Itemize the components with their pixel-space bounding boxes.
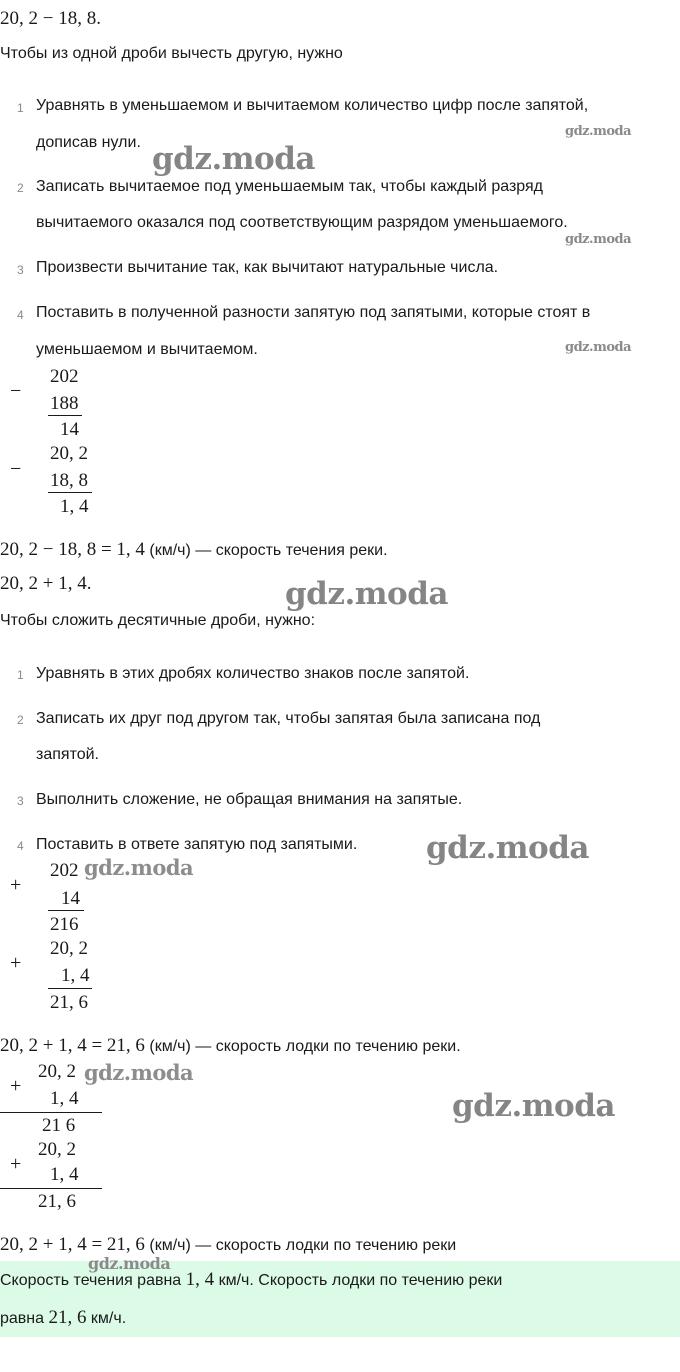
minuend: 202 (50, 366, 79, 387)
step-number: 1 (17, 668, 24, 682)
minus-sign: − (10, 458, 22, 480)
answer-line-2 (0, 1307, 126, 1329)
step-number: 2 (17, 181, 24, 195)
result-expression: 20, 2 + 1, 4 = 21, 6 (0, 1035, 145, 1056)
result-caption: (км/ч) — скорость лодки по течению реки (149, 1237, 457, 1254)
underline (48, 910, 84, 911)
subtrahend: 188 (50, 393, 79, 414)
step-number: 4 (17, 308, 24, 322)
sum: 21 6 (42, 1115, 76, 1136)
sum: 21, 6 (50, 992, 88, 1013)
step-text: уменьшаемом и вычитаемом. (36, 341, 258, 358)
step-text: Поставить в полученной разности запятую под запятыми, которые стоят в (36, 304, 591, 321)
difference: 1, 4 (60, 496, 89, 517)
watermark: gdz.moda (426, 830, 589, 866)
expression-subtraction: 20, 2 − 18, 8. (0, 8, 101, 29)
watermark: gdz.moda (565, 232, 632, 247)
addend-bottom: 1, 4 (50, 1164, 79, 1185)
addend-top: 202 (50, 860, 79, 881)
minus-sign: − (10, 380, 22, 402)
answer-text: км/ч. Скорость лодки по течению реки (214, 1272, 503, 1289)
step-text: запятой. (36, 746, 99, 763)
intro-addition: Чтобы сложить десятичные дроби, нужно: (0, 612, 316, 629)
step-text: вычитаемого оказался под соответствующим разрядом уменьшаемого. (36, 214, 568, 231)
underline (0, 1112, 102, 1113)
result-expression: 20, 2 + 1, 4 = 21, 6 (0, 1234, 145, 1255)
watermark: gdz.moda (152, 141, 315, 177)
addend-bottom: 1, 4 (50, 1088, 79, 1109)
addend-top: 20, 2 (50, 938, 88, 959)
plus-sign: + (10, 1075, 22, 1097)
step-text: Поставить в ответе запятую под запятыми. (36, 836, 358, 853)
result-caption: (км/ч) — скорость лодки по течению реки. (149, 1038, 461, 1055)
sum: 21, 6 (38, 1191, 76, 1212)
watermark: gdz.moda (452, 1088, 615, 1124)
watermark: gdz.moda (565, 124, 632, 139)
step-number: 2 (17, 713, 24, 727)
result-line-alt (0, 1234, 456, 1256)
plus-sign: + (10, 874, 22, 896)
watermark: gdz.moda (285, 576, 448, 612)
watermark: gdz.moda (88, 1254, 171, 1273)
step-text: Выполнить сложение, не обращая внимания на запятые. (36, 791, 463, 808)
step-text: Уравнять в уменьшаемом и вычитаемом количество цифр после запятой, (36, 97, 589, 114)
addend-top: 20, 2 (38, 1061, 76, 1082)
step-number: 1 (17, 101, 24, 115)
addend-bottom: 1, 4 (61, 965, 90, 986)
sum: 216 (50, 914, 79, 935)
step-text: дописав нули. (36, 134, 141, 151)
watermark: gdz.moda (565, 340, 632, 355)
plus-sign: + (10, 1153, 22, 1175)
step-number: 3 (17, 794, 24, 808)
difference: 14 (60, 419, 79, 440)
result-caption: (км/ч) — скорость течения реки. (149, 542, 388, 559)
underline (48, 492, 92, 493)
watermark: gdz.moda (84, 855, 194, 880)
result-line-subtraction (0, 539, 388, 561)
subtrahend: 18, 8 (50, 470, 88, 491)
underline (0, 1188, 102, 1189)
step-text: Уравнять в этих дробях количество знаков после запятой. (36, 665, 470, 682)
answer-value: 21, 6 (48, 1307, 87, 1328)
step-text: Записать их друг под другом так, чтобы запятая была записана под (36, 710, 541, 727)
step-text: Записать вычитаемое под уменьшаемым так, чтобы каждый разряд (36, 178, 544, 195)
step-text: Произвести вычитание так, как вычитают натуральные числа. (36, 259, 499, 276)
intro-subtraction: Чтобы из одной дроби вычесть другую, нужно (0, 45, 343, 62)
underline (48, 415, 82, 416)
addend-bottom: 14 (61, 888, 80, 909)
step-number: 3 (17, 263, 24, 277)
answer-text: км/ч. (86, 1310, 127, 1327)
result-expression: 20, 2 − 18, 8 = 1, 4 (0, 539, 145, 560)
answer-line-1 (0, 1269, 502, 1291)
underline (48, 988, 92, 989)
expression-addition: 20, 2 + 1, 4. (0, 573, 92, 594)
watermark: gdz.moda (84, 1060, 194, 1085)
answer-value: 1, 4 (185, 1269, 215, 1290)
step-number: 4 (17, 839, 24, 853)
plus-sign: + (10, 952, 22, 974)
answer-text: равна (0, 1310, 49, 1327)
minuend: 20, 2 (50, 443, 88, 464)
answer-text: Скорость течения равна (0, 1272, 186, 1289)
addend-top: 20, 2 (38, 1139, 76, 1160)
result-line-addition (0, 1035, 461, 1057)
